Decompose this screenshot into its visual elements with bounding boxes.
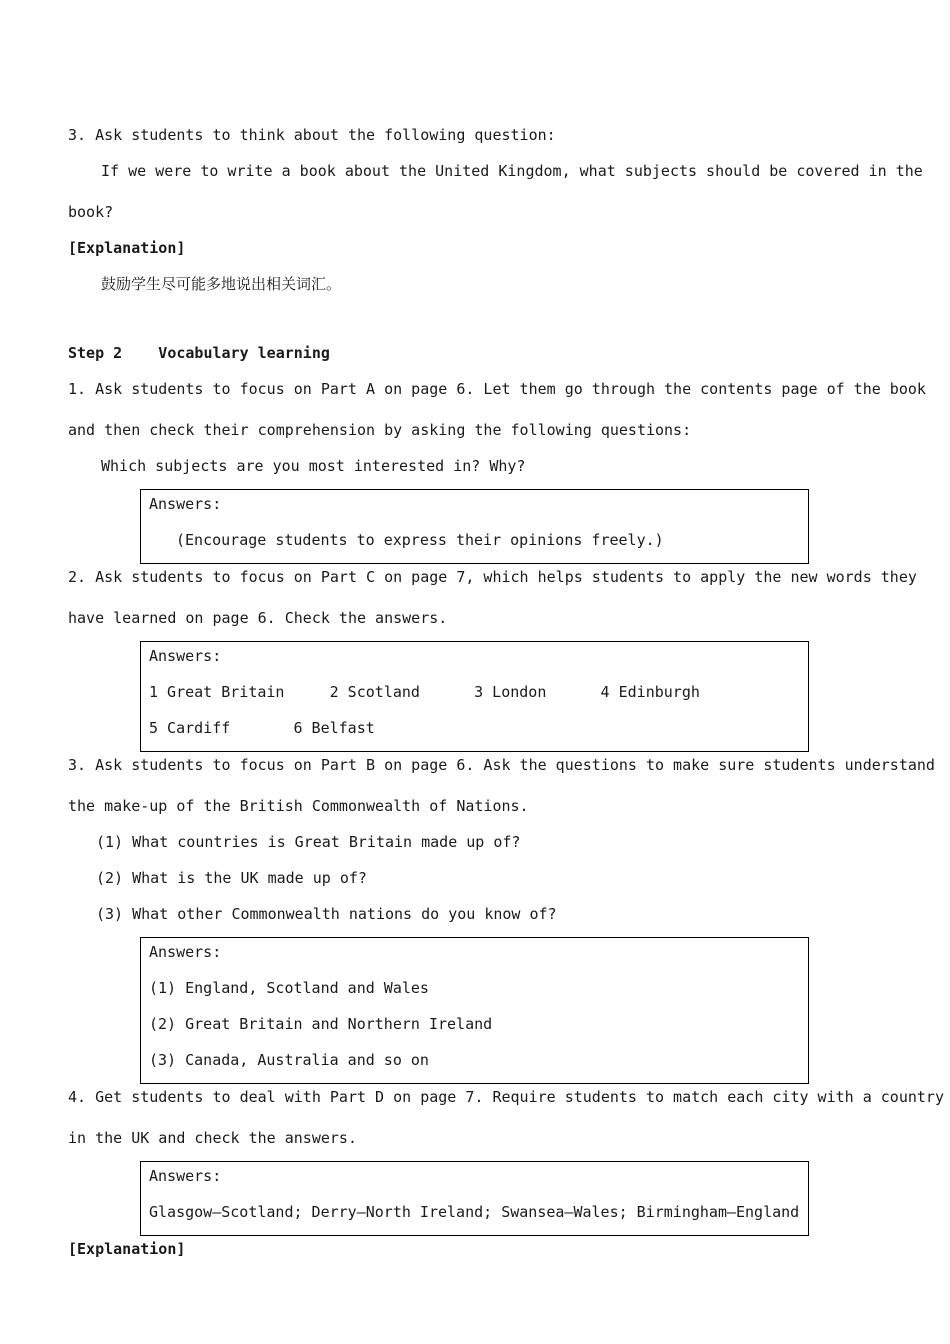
answer-text: (Encourage students to express their opinions freely.): [176, 531, 664, 549]
answer-box-4: [140, 1161, 809, 1236]
question-text-line1: If we were to write a book about the United Kingdom, what subjects should be covered in the: [101, 162, 923, 180]
item1-line1: 1. Ask students to focus on Part A on page 6. Let them go through the contents page of the book: [68, 380, 926, 398]
answers-label: Answers:: [149, 647, 222, 665]
answer-box-1: [140, 489, 809, 564]
item3-question-1: (1) What countries is Great Britain made up of?: [96, 833, 521, 851]
answer-2: (2) Great Britain and Northern Ireland: [149, 1015, 493, 1033]
item1-line2: and then check their comprehension by asking the following questions:: [68, 421, 692, 439]
answers-row-1: 1 Great Britain 2 Scotland 3 London 4 Edinburgh: [149, 683, 700, 701]
item3-question-2: (2) What is the UK made up of?: [96, 869, 367, 887]
answers-row-2: 5 Cardiff 6 Belfast: [149, 719, 375, 737]
explanation-heading: [Explanation]: [68, 239, 186, 257]
answers-label: Answers:: [149, 495, 222, 513]
answer-box-2: [140, 641, 809, 752]
explanation-heading: [Explanation]: [68, 1240, 186, 1258]
item4-line2: in the UK and check the answers.: [68, 1129, 357, 1147]
item4-line1: 4. Get students to deal with Part D on page 7. Require students to match each city with a country: [68, 1088, 944, 1106]
item1-question: Which subjects are you most interested in? Why?: [101, 457, 526, 475]
item3-line2: the make-up of the British Commonwealth of Nations.: [68, 797, 529, 815]
question-text-line2: book?: [68, 203, 114, 221]
item2-line1: 2. Ask students to focus on Part C on page 7, which helps students to apply the new words they: [68, 568, 917, 586]
answer-3: (3) Canada, Australia and so on: [149, 1051, 429, 1069]
answer-box-3: [140, 937, 809, 1084]
item2-line2: have learned on page 6. Check the answers.: [68, 609, 448, 627]
answers-label: Answers:: [149, 1167, 222, 1185]
step-title: Step 2 Vocabulary learning: [68, 344, 330, 362]
answer-text: Glasgow—Scotland; Derry—North Ireland; Swansea—Wales; Birmingham—England: [149, 1203, 800, 1221]
item3-question-3: (3) What other Commonwealth nations do you know of?: [96, 905, 557, 923]
item3-line1: 3. Ask students to focus on Part B on page 6. Ask the questions to make sure students understand: [68, 756, 935, 774]
answer-1: (1) England, Scotland and Wales: [149, 979, 429, 997]
explanation-text: 鼓励学生尽可能多地说出相关词汇。: [101, 275, 342, 293]
answers-label: Answers:: [149, 943, 222, 961]
question-intro: 3. Ask students to think about the following question:: [68, 126, 556, 144]
